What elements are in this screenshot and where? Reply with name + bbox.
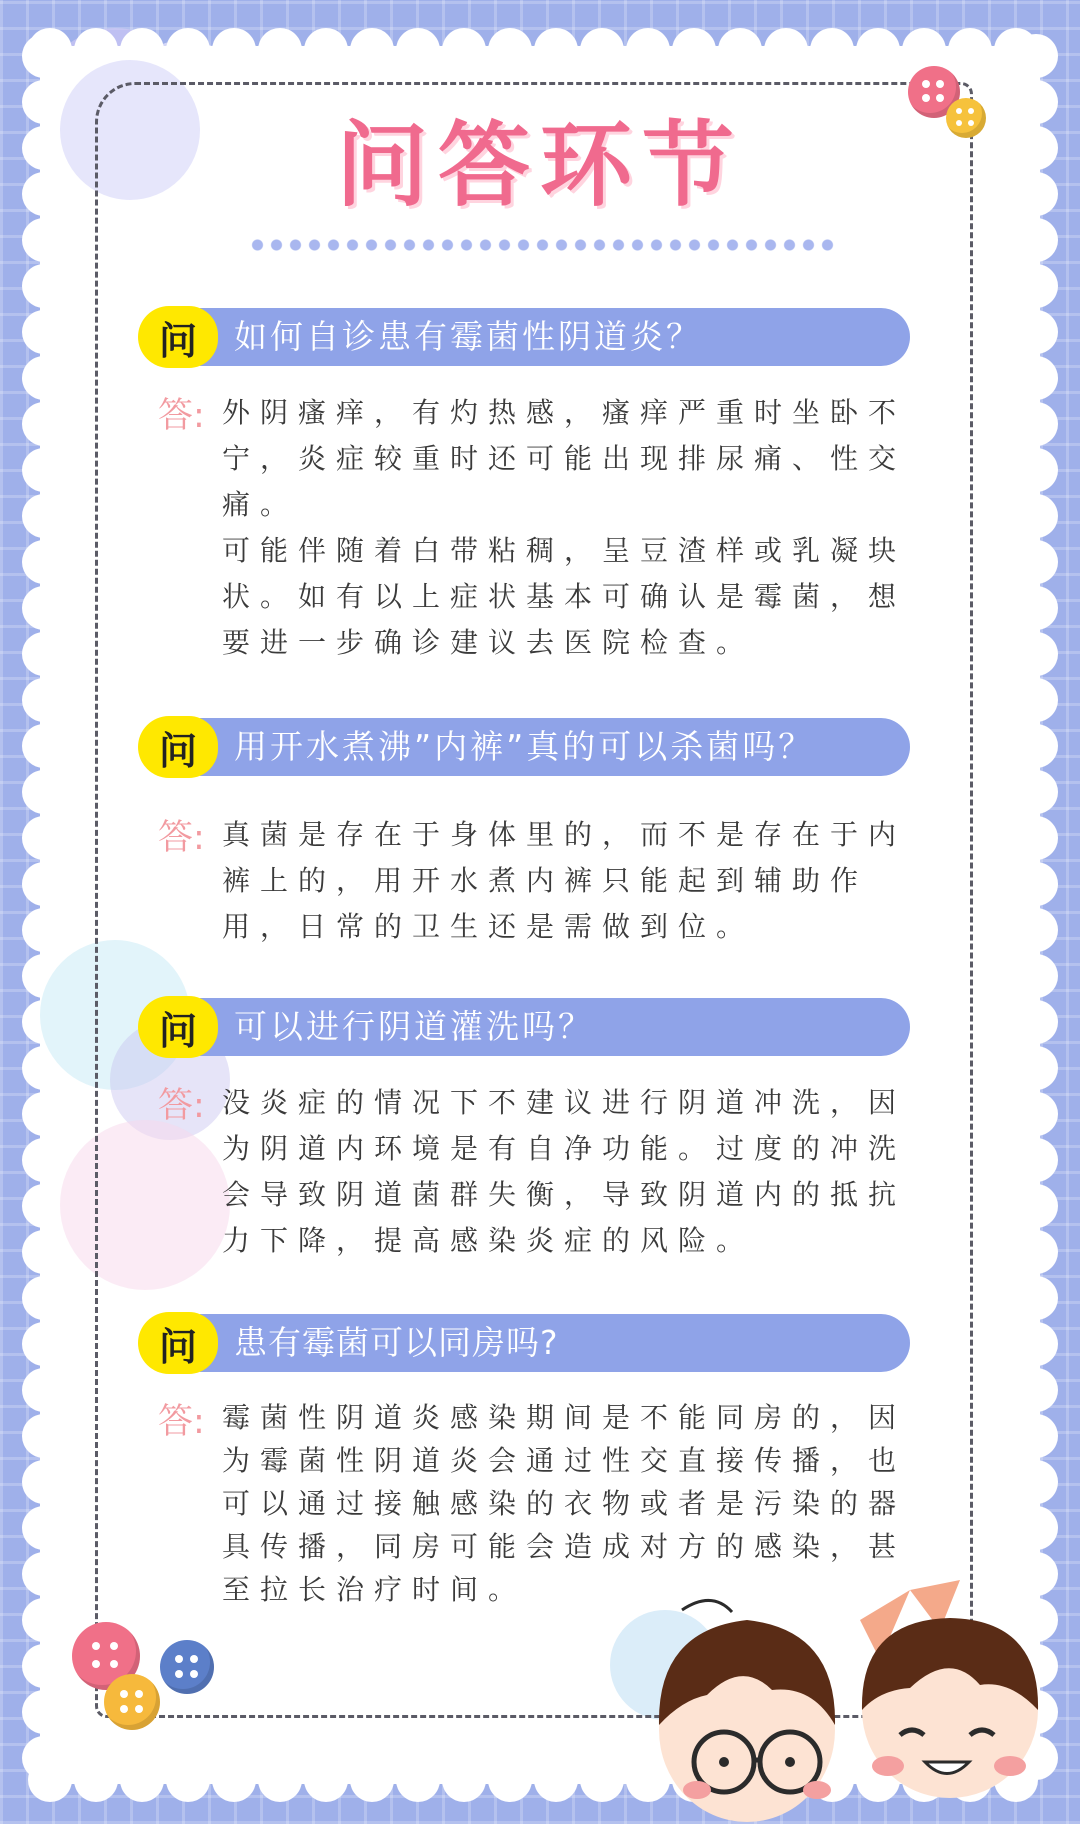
question-text: 患有霉菌可以同房吗? xyxy=(234,1323,559,1362)
scallop-edge xyxy=(304,1758,348,1802)
scallop-edge xyxy=(22,1414,66,1458)
scallop-edge xyxy=(1014,724,1058,768)
scallop-edge xyxy=(672,28,716,72)
scallop-edge xyxy=(1014,770,1058,814)
scallop-edge xyxy=(1014,448,1058,492)
scallop-edge xyxy=(22,310,66,354)
scallop-edge xyxy=(22,1552,66,1596)
scallop-edge xyxy=(304,28,348,72)
qa-item xyxy=(138,308,908,668)
scallop-edge xyxy=(350,28,394,72)
scallop-edge xyxy=(22,1460,66,1504)
scallop-edge xyxy=(22,724,66,768)
qa-item xyxy=(138,718,908,948)
scallop-edge xyxy=(1014,678,1058,722)
scallop-edge xyxy=(22,264,66,308)
question-badge: 问 xyxy=(138,306,218,368)
question-badge: 问 xyxy=(138,716,218,778)
answer-label: 答: xyxy=(158,396,205,436)
scallop-edge xyxy=(22,1690,66,1734)
scallop-edge xyxy=(22,1276,66,1320)
scallop-edge xyxy=(22,1368,66,1412)
answer-paragraph: 真菌是存在于身体里的，而不是存在于内裤上的，用开水煮内裤只能起到辅助作用，日常的卫生还是需做到位。 xyxy=(222,818,907,943)
answer-text xyxy=(222,390,907,666)
qa-item xyxy=(138,1314,908,1634)
scallop-edge xyxy=(22,218,66,262)
scallop-edge xyxy=(580,28,624,72)
scallop-edge xyxy=(764,28,808,72)
question-text: 用开水煮沸”内裤”真的可以杀菌吗？ xyxy=(234,727,815,766)
scallop-edge xyxy=(212,1758,256,1802)
scallop-edge xyxy=(1014,1276,1058,1320)
scallop-edge xyxy=(212,28,256,72)
scallop-edge xyxy=(1014,218,1058,262)
scallop-edge xyxy=(1014,1230,1058,1274)
scallop-edge xyxy=(22,1092,66,1136)
button-blue-icon xyxy=(160,1640,214,1694)
scallop-edge xyxy=(22,862,66,906)
scallop-edge xyxy=(258,1758,302,1802)
answer-paragraph: 外阴瘙痒，有灼热感，瘙痒严重时坐卧不宁，炎症较重时还可能出现排尿痛、性交痛。 xyxy=(222,396,907,521)
scallop-edge xyxy=(1014,908,1058,952)
scallop-edge xyxy=(1014,402,1058,446)
answer-text xyxy=(222,1080,907,1264)
cartoon-girl-icon xyxy=(840,1570,1040,1800)
scallop-edge xyxy=(1014,1414,1058,1458)
question-badge: 问 xyxy=(138,1312,218,1374)
scallop-edge xyxy=(22,1506,66,1550)
scallop-edge xyxy=(948,28,992,72)
scallop-edge xyxy=(1014,494,1058,538)
scallop-edge xyxy=(1014,1046,1058,1090)
dotted-divider xyxy=(248,238,838,252)
scallop-edge xyxy=(22,1598,66,1642)
question-badge: 问 xyxy=(138,996,218,1058)
scallop-edge xyxy=(1014,1460,1058,1504)
scallop-edge xyxy=(22,540,66,584)
scallop-edge xyxy=(22,1644,66,1688)
scallop-edge xyxy=(1014,540,1058,584)
scallop-edge xyxy=(22,1322,66,1366)
scallop-edge xyxy=(22,816,66,860)
scallop-edge xyxy=(166,28,210,72)
scallop-edge xyxy=(22,586,66,630)
scallop-edge xyxy=(534,1758,578,1802)
scallop-edge xyxy=(1014,1506,1058,1550)
scallop-edge xyxy=(1014,816,1058,860)
scallop-edge xyxy=(22,1736,66,1780)
scallop-edge xyxy=(1014,586,1058,630)
question-text: 可以进行阴道灌洗吗？ xyxy=(234,1007,594,1046)
answer-text xyxy=(222,1396,907,1611)
scallop-edge xyxy=(22,678,66,722)
scallop-edge xyxy=(810,28,854,72)
scallop-edge xyxy=(1014,862,1058,906)
scallop-edge xyxy=(396,28,440,72)
scallop-edge xyxy=(120,1758,164,1802)
answer-paragraph: 霉菌性阴道炎感染期间是不能同房的，因为霉菌性阴道炎会通过性交直接传播，也可以通过接触感染的衣物或者是污染的器具传播，同房可能会造成对方的感染，甚至拉长治疗时间。 xyxy=(222,1401,907,1606)
answer-paragraph: 没炎症的情况下不建议进行阴道冲洗，因为阴道内环境是有自净功能。过度的冲洗会导致阴道菌群失衡，导致阴道内的抵抗力下降，提高感染炎症的风险。 xyxy=(222,1086,907,1257)
scallop-edge xyxy=(1014,1322,1058,1366)
scallop-edge xyxy=(442,1758,486,1802)
question-text: 如何自诊患有霉菌性阴道炎？ xyxy=(234,317,702,356)
scallop-edge xyxy=(1014,1000,1058,1044)
scallop-edge xyxy=(22,770,66,814)
scallop-edge xyxy=(1014,1184,1058,1228)
page-title: 问答环节 xyxy=(335,112,744,219)
scallop-edge xyxy=(442,28,486,72)
scallop-edge xyxy=(350,1758,394,1802)
scallop-edge xyxy=(22,1230,66,1274)
scallop-edge xyxy=(534,28,578,72)
scallop-edge xyxy=(856,28,900,72)
scallop-edge xyxy=(22,34,66,78)
scallop-edge xyxy=(22,908,66,952)
scallop-edge xyxy=(1014,356,1058,400)
scallop-edge xyxy=(1014,310,1058,354)
scallop-edge xyxy=(74,1758,118,1802)
scallop-edge xyxy=(580,1758,624,1802)
scallop-edge xyxy=(22,448,66,492)
scallop-edge xyxy=(1014,1138,1058,1182)
answer-paragraph: 可能伴随着白带粘稠，呈豆渣样或乳凝块状。如有以上症状基本可确认是霉菌，想要进一步确诊建议去医院检查。 xyxy=(222,534,907,659)
button-yellow-icon xyxy=(104,1674,160,1730)
answer-label: 答: xyxy=(158,1086,205,1126)
scallop-edge xyxy=(902,28,946,72)
scallop-edge xyxy=(22,402,66,446)
scallop-edge xyxy=(488,28,532,72)
scallop-edge xyxy=(626,28,670,72)
answer-label: 答: xyxy=(158,818,205,858)
scallop-edge xyxy=(396,1758,440,1802)
scallop-edge xyxy=(1014,1092,1058,1136)
scallop-edge xyxy=(22,494,66,538)
scallop-edge xyxy=(166,1758,210,1802)
scallop-edge xyxy=(22,356,66,400)
scallop-edge xyxy=(22,632,66,676)
scallop-edge xyxy=(488,1758,532,1802)
scallop-edge xyxy=(1014,954,1058,998)
qa-item xyxy=(138,998,908,1268)
scallop-edge xyxy=(1014,34,1058,78)
scallop-edge xyxy=(1014,264,1058,308)
cartoon-boy-icon xyxy=(652,1590,842,1824)
scallop-edge xyxy=(258,28,302,72)
scallop-edge xyxy=(1014,1368,1058,1412)
scallop-edge xyxy=(718,28,762,72)
scallop-edge xyxy=(22,1138,66,1182)
answer-text xyxy=(222,812,907,950)
answer-label: 答: xyxy=(158,1402,205,1442)
scallop-edge xyxy=(1014,632,1058,676)
